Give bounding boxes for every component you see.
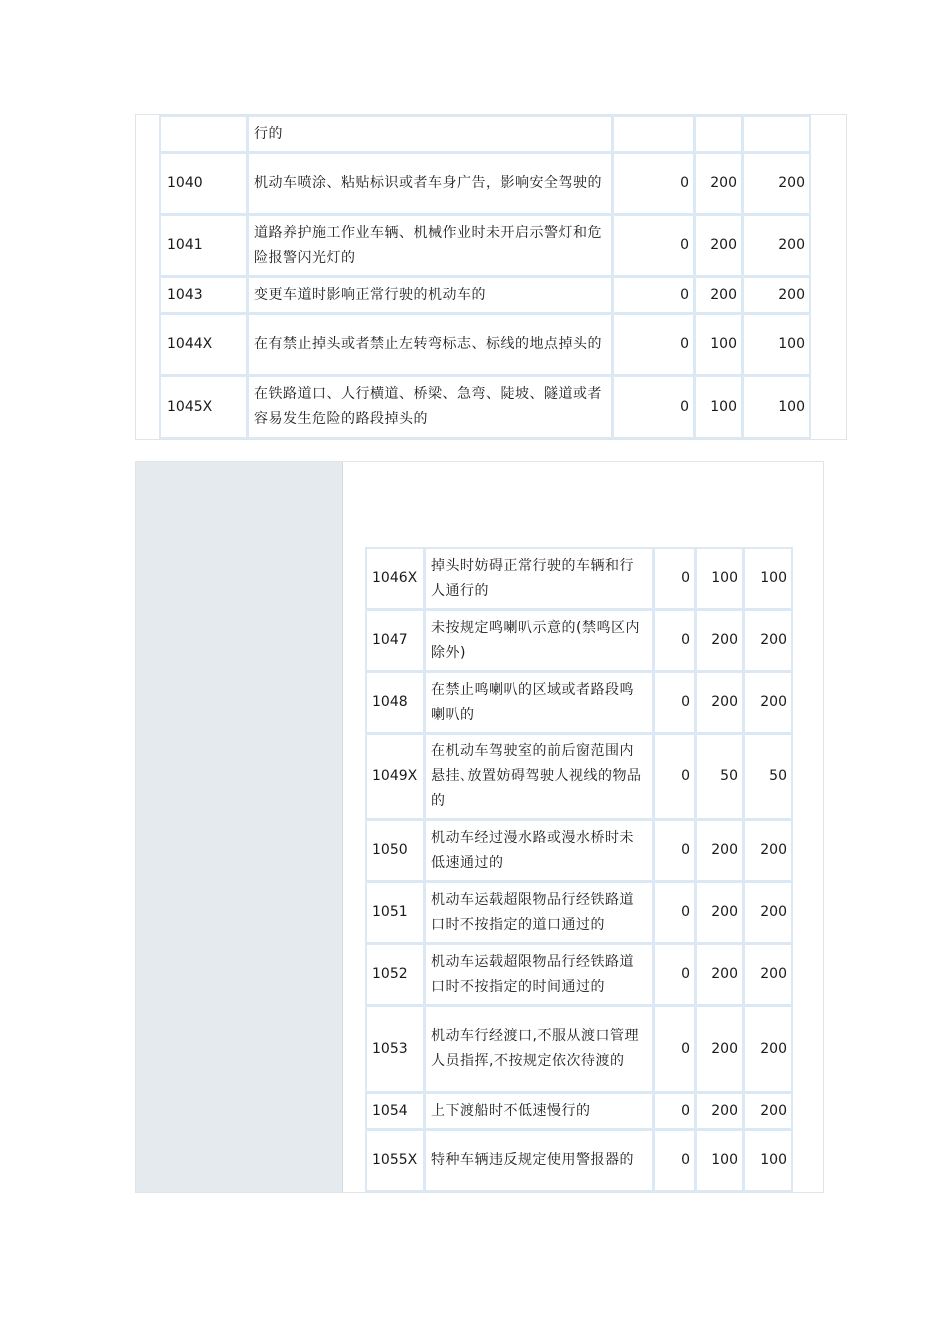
description-cell: 道路养护施工作业车辆、机械作业时未开启示警灯和危险报警闪光灯的 [247,214,613,277]
value-cell-b: 200 [695,1005,744,1093]
bottom-table-panel [135,461,824,1193]
value-cell-c: 50 [743,733,793,820]
value-cell-b: 100 [694,313,743,376]
value-cell-b: 200 [695,1092,744,1130]
value-cell-b: 200 [694,214,743,277]
description-cell: 行的 [247,115,613,153]
table-row [159,214,811,277]
code-cell: 1040 [159,152,248,215]
table-row [365,881,793,944]
table-row [159,375,811,439]
value-cell-a: 0 [653,1005,696,1093]
code-cell: 1045X [159,375,248,439]
value-cell-c: 200 [743,881,793,944]
table-row [159,115,811,153]
description-cell: 在禁止鸣喇叭的区域或者路段鸣喇叭的 [424,671,654,734]
table-row [365,1129,793,1192]
value-cell-a: 0 [612,313,695,376]
value-cell-a: 0 [653,671,696,734]
value-cell-a [612,115,695,153]
value-cell-c: 200 [743,609,793,672]
value-cell-c: 200 [743,671,793,734]
code-cell: 1054 [365,1092,425,1130]
value-cell-b: 100 [695,547,744,610]
value-cell-a: 0 [612,276,695,314]
code-cell: 1049X [365,733,425,820]
table-row [159,152,811,215]
description-cell: 机动车经过漫水路或漫水桥时未低速通过的 [424,819,654,882]
table-row [365,943,793,1006]
table-row [365,1092,793,1130]
value-cell-c: 200 [743,1005,793,1093]
description-cell: 在有禁止掉头或者禁止左转弯标志、标线的地点掉头的 [247,313,613,376]
description-cell: 在铁路道口、人行横道、桥梁、急弯、陡坡、隧道或者容易发生危险的路段掉头的 [247,375,613,439]
code-cell: 1041 [159,214,248,277]
value-cell-a: 0 [612,214,695,277]
value-cell-a: 0 [653,1092,696,1130]
value-cell-c: 200 [743,1092,793,1130]
table-row [159,276,811,314]
code-cell: 1055X [365,1129,425,1192]
value-cell-b: 200 [695,943,744,1006]
value-cell-a: 0 [612,375,695,439]
value-cell-c: 200 [742,214,811,277]
value-cell-c: 200 [743,943,793,1006]
value-cell-b: 50 [695,733,744,820]
value-cell-c: 200 [742,276,811,314]
description-cell: 上下渡船时不低速慢行的 [424,1092,654,1130]
description-cell: 机动车行经渡口,不服从渡口管理人员指挥,不按规定依次待渡的 [424,1005,654,1093]
violation-table-bottom [365,547,793,1193]
value-cell-a: 0 [653,609,696,672]
value-cell-b: 100 [695,1129,744,1192]
code-cell: 1044X [159,313,248,376]
value-cell-a: 0 [653,547,696,610]
description-cell: 未按规定鸣喇叭示意的(禁鸣区内除外) [424,609,654,672]
value-cell-b: 200 [695,671,744,734]
code-cell: 1048 [365,671,425,734]
value-cell-c: 200 [743,819,793,882]
description-cell: 机动车运载超限物品行经铁路道口时不按指定的道口通过的 [424,881,654,944]
code-cell: 1046X [365,547,425,610]
code-cell: 1053 [365,1005,425,1093]
value-cell-a: 0 [653,943,696,1006]
description-cell: 变更车道时影响正常行驶的机动车的 [247,276,613,314]
code-cell: 1050 [365,819,425,882]
value-cell-c: 200 [742,152,811,215]
value-cell-b [694,115,743,153]
value-cell-a: 0 [653,733,696,820]
value-cell-b: 200 [695,881,744,944]
description-cell: 掉头时妨碍正常行驶的车辆和行人通行的 [424,547,654,610]
table-row [365,547,793,610]
description-cell: 机动车喷涂、粘贴标识或者车身广告，影响安全驾驶的 [247,152,613,215]
value-cell-a: 0 [653,1129,696,1192]
value-cell-a: 0 [653,881,696,944]
description-cell: 机动车运载超限物品行经铁路道口时不按指定的时间通过的 [424,943,654,1006]
code-cell: 1052 [365,943,425,1006]
table-row [365,609,793,672]
value-cell-c: 100 [743,1129,793,1192]
code-cell: 1043 [159,276,248,314]
code-cell: 1047 [365,609,425,672]
value-cell-a: 0 [653,819,696,882]
table-row [365,671,793,734]
code-cell [159,115,248,153]
value-cell-b: 200 [695,609,744,672]
value-cell-b: 200 [695,819,744,882]
table-row [365,1005,793,1093]
value-cell-b: 200 [694,276,743,314]
violation-table-top [159,115,811,439]
description-cell: 在机动车驾驶室的前后窗范围内悬挂､放置妨碍驾驶人视线的物品的 [424,733,654,820]
top-table-panel [135,114,847,440]
value-cell-c: 100 [743,547,793,610]
value-cell-c: 100 [742,313,811,376]
value-cell-a: 0 [612,152,695,215]
table-row [159,313,811,376]
table-row [365,733,793,820]
table-row [365,819,793,882]
value-cell-c: 100 [742,375,811,439]
value-cell-c [742,115,811,153]
sidebar-column [136,462,343,1192]
value-cell-b: 200 [694,152,743,215]
code-cell: 1051 [365,881,425,944]
description-cell: 特种车辆违反规定使用警报器的 [424,1129,654,1192]
value-cell-b: 100 [694,375,743,439]
